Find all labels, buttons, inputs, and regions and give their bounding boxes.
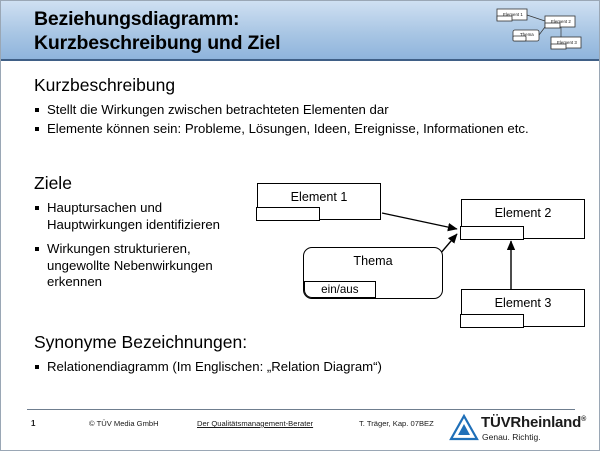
registered-mark: ® xyxy=(581,416,587,423)
diagram-node-element1[interactable] xyxy=(257,183,381,220)
diagram-node-label: Element 1 xyxy=(290,190,348,204)
diagram-node-element3[interactable] xyxy=(461,289,585,327)
bullet-list-kurzbeschreibung xyxy=(34,102,534,139)
page-title-line1: Beziehungsdiagramm: xyxy=(34,8,240,30)
bullet-list-synonyme xyxy=(34,359,534,378)
brand-claim: Genau. Richtig. xyxy=(482,432,541,442)
svg-text:Element 2: Element 2 xyxy=(551,19,571,24)
diagram-node-label: Thema xyxy=(353,254,393,268)
slide-header xyxy=(1,1,599,61)
node-tab xyxy=(460,226,523,240)
list-item: Wirkungen strukturieren, ungewollte Nebenwirkungen erkennen xyxy=(34,241,246,291)
svg-text:Element 3: Element 3 xyxy=(557,40,577,45)
copyright-text: © TÜV Media GmbH xyxy=(89,419,159,428)
brand-name: TÜVRheinland® xyxy=(481,414,587,431)
page-number: 1 xyxy=(31,419,36,428)
author-chapter: T. Träger, Kap. 07BEZ xyxy=(359,419,434,428)
list-item: Elemente können sein: Probleme, Lösungen, Ideen, Ereignisse, Informationen etc. xyxy=(34,121,534,138)
diagram-node-thema[interactable] xyxy=(303,247,443,299)
list-item: Relationendiagramm (Im Englischen: „Relation Diagram“) xyxy=(34,359,534,376)
section-title-synonyme: Synonyme Bezeichnungen: xyxy=(34,332,248,352)
section-title-ziele: Ziele xyxy=(34,173,72,193)
publication-title: Der Qualitätsmanagement-Berater xyxy=(197,419,314,428)
diagram-node-label: Element 2 xyxy=(494,206,552,220)
relationship-diagram xyxy=(249,179,589,329)
page-title-line2: Kurzbeschreibung und Ziel xyxy=(34,32,281,54)
tuv-triangle-icon xyxy=(449,413,479,443)
slide-footer xyxy=(1,410,599,450)
page-title xyxy=(34,7,474,55)
node-tab xyxy=(256,207,319,221)
bullet-list-ziele xyxy=(34,200,246,293)
node-tab xyxy=(460,314,523,328)
diagram-node-thema-sublabel: ein/aus xyxy=(304,281,376,298)
diagram-node-label: Element 3 xyxy=(494,296,552,310)
header-thumbnail-diagram xyxy=(495,6,591,54)
diagram-node-element2[interactable] xyxy=(461,199,585,239)
list-item: Hauptursachen und Hauptwirkungen identifizieren xyxy=(34,200,246,233)
section-title-kurzbeschreibung: Kurzbeschreibung xyxy=(34,75,176,95)
list-item: Stellt die Wirkungen zwischen betrachteten Elementen dar xyxy=(34,102,534,119)
tuv-rheinland-logo xyxy=(449,413,589,447)
svg-text:Element 1: Element 1 xyxy=(503,12,523,17)
svg-text:Thema: Thema xyxy=(520,32,534,37)
